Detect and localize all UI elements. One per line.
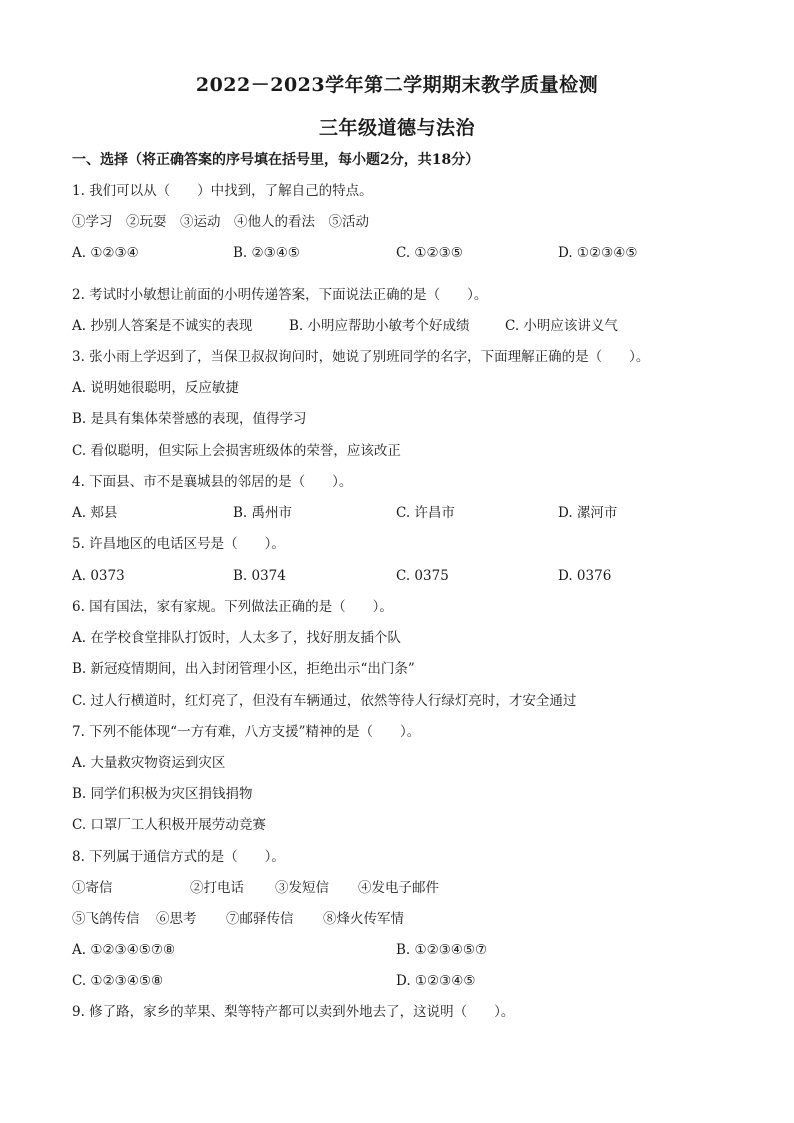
question-4-option-a: A. 郏县 bbox=[72, 505, 118, 521]
question-8-option-a: A. ①②③④⑤⑦⑧ bbox=[72, 942, 176, 958]
question-3-option-c: C. 看似聪明，但实际上会损害班级体的荣誉，应该改正 bbox=[72, 443, 401, 459]
question-9-stem: 9. 修了路，家乡的苹果、梨等特产都可以卖到外地去了，这说明（ ）。 bbox=[72, 1004, 515, 1020]
question-8-option-c: C. ①②③④⑤⑧ bbox=[72, 973, 164, 989]
question-8-item-5: ⑤飞鸽传信 bbox=[72, 911, 140, 927]
question-3-option-b: B. 是具有集体荣誉感的表现，值得学习 bbox=[72, 411, 307, 427]
question-7-option-c: C. 口罩厂工人积极开展劳动竞赛 bbox=[72, 817, 266, 833]
question-8-option-d: D. ①②③④⑤ bbox=[396, 973, 476, 989]
question-1-items: ①学习 ②玩耍 ③运动 ④他人的看法 ⑤活动 bbox=[72, 214, 369, 230]
question-5-option-c: C. 0375 bbox=[396, 568, 449, 584]
question-8-item-1: ①寄信 bbox=[72, 880, 113, 896]
question-5-option-d: D. 0376 bbox=[558, 568, 612, 584]
question-1-option-d: D. ①②③④⑤ bbox=[558, 245, 638, 261]
question-4-option-b: B. 禹州市 bbox=[233, 505, 293, 521]
question-6-option-b: B. 新冠疫情期间，出入封闭管理小区，拒绝出示“出门条” bbox=[72, 661, 415, 677]
question-8-item-2: ②打电话 bbox=[190, 880, 244, 896]
question-4-option-d: D. 漯河市 bbox=[558, 505, 618, 521]
question-6-option-a: A. 在学校食堂排队打饭时，人太多了，找好朋友插个队 bbox=[72, 630, 401, 646]
question-6-stem: 6. 国有国法，家有家规。下列做法正确的是（ ）。 bbox=[72, 599, 393, 615]
question-1-option-c: C. ①②③⑤ bbox=[396, 245, 463, 261]
question-1-stem: 1. 我们可以从（ ）中找到，了解自己的特点。 bbox=[72, 183, 373, 199]
question-8-item-4: ④发电子邮件 bbox=[358, 880, 439, 896]
question-7-option-b: B. 同学们积极为灾区捐钱捐物 bbox=[72, 786, 253, 802]
question-2-option-a: A. 抄别人答案是不诚实的表现 bbox=[72, 318, 253, 334]
question-3-option-a: A. 说明她很聪明，反应敏捷 bbox=[72, 380, 239, 396]
question-1-option-a: A. ①②③④ bbox=[72, 245, 139, 261]
exam-title: 2022－2023学年第二学期期末教学质量检测 bbox=[195, 74, 599, 96]
question-5-option-a: A. 0373 bbox=[72, 568, 125, 584]
question-5-option-b: B. 0374 bbox=[233, 568, 286, 584]
question-8-item-7: ⑦邮驿传信 bbox=[226, 911, 294, 927]
question-4-option-c: C. 许昌市 bbox=[396, 505, 455, 521]
section-heading: 一、选择（将正确答案的序号填在括号里，每小题2分，共18分） bbox=[72, 152, 480, 168]
question-8-item-6: ⑥思考 bbox=[156, 911, 197, 927]
exam-subtitle: 三年级道德与法治 bbox=[318, 117, 475, 139]
question-1-option-b: B. ②③④⑤ bbox=[233, 245, 300, 261]
question-8-option-b: B. ①②③④⑤⑦ bbox=[396, 942, 488, 958]
question-2-option-b: B. 小明应帮助小敏考个好成绩 bbox=[289, 318, 470, 334]
question-3-stem: 3. 张小雨上学迟到了，当保卫叔叔询问时，她说了别班同学的名字，下面理解正确的是（ ）。 bbox=[72, 349, 650, 365]
question-8-item-3: ③发短信 bbox=[275, 880, 329, 896]
question-5-stem: 5. 许昌地区的电话区号是（ ）。 bbox=[72, 536, 285, 552]
question-2-option-c: C. 小明应该讲义气 bbox=[505, 318, 618, 334]
question-7-stem: 7. 下列不能体现“一方有难，八方支援”精神的是（ ）。 bbox=[72, 724, 421, 740]
question-8-item-8: ⑧烽火传军情 bbox=[323, 911, 404, 927]
question-4-stem: 4. 下面县、市不是襄城县的邻居的是（ ）。 bbox=[72, 474, 353, 490]
question-6-option-c: C. 过人行横道时，红灯亮了，但没有车辆通过，依然等待人行绿灯亮时，才安全通过 bbox=[72, 693, 577, 709]
question-8-stem: 8. 下列属于通信方式的是（ ）。 bbox=[72, 849, 285, 865]
question-7-option-a: A. 大量救灾物资运到灾区 bbox=[72, 755, 226, 771]
question-2-stem: 2. 考试时小敏想让前面的小明传递答案，下面说法正确的是（ ）。 bbox=[72, 287, 488, 303]
